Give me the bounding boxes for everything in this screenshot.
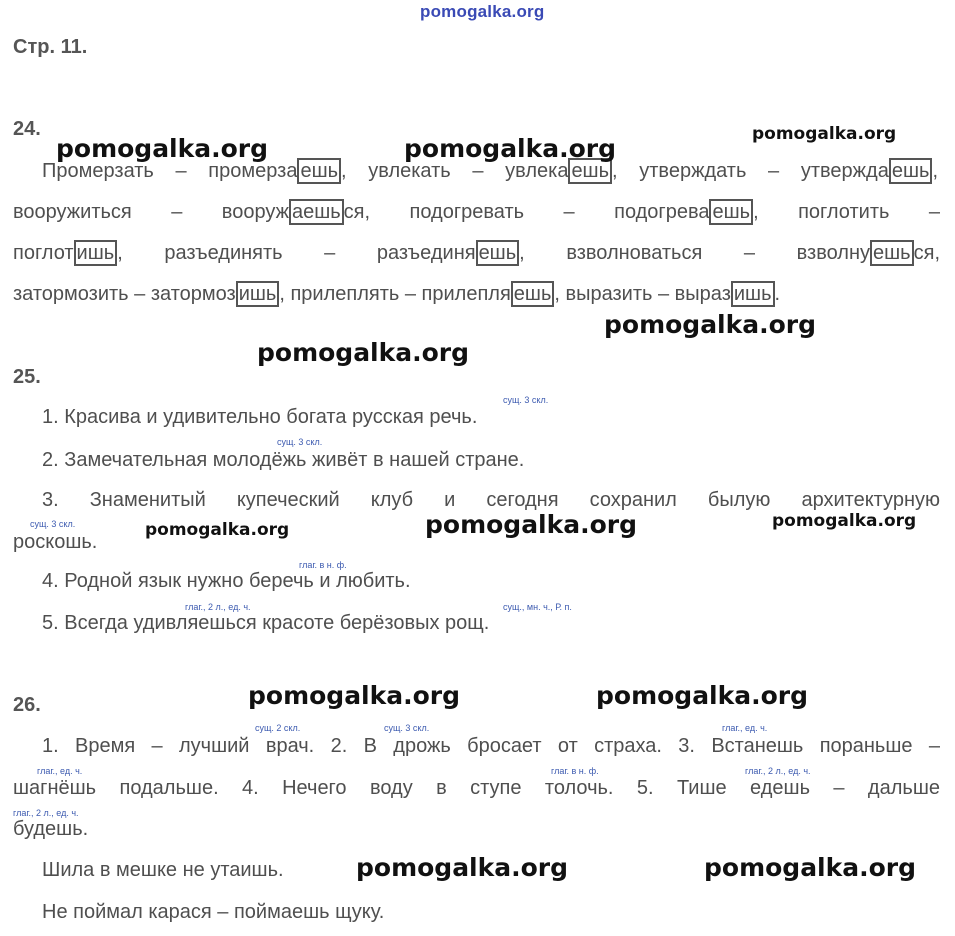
watermark: pomogalka.org (356, 853, 569, 882)
annotation: глаг., 2 л., ед. ч. (745, 766, 811, 776)
ending-box: ешь (511, 281, 555, 307)
watermark: pomogalka.org (752, 124, 897, 144)
task-number-25: 25. (13, 366, 41, 388)
site-header[interactable]: pomogalka.org (420, 2, 545, 21)
watermark: pomogalka.org (56, 134, 269, 163)
watermark: pomogalka.org (257, 338, 470, 367)
annotation: сущ. 2 скл. (255, 723, 301, 733)
watermark: pomogalka.org (772, 511, 917, 531)
proverb-2: Не поймал карася – поймаешь щуку. (42, 901, 385, 923)
annotation: глаг., ед. ч. (37, 766, 83, 776)
task-number-24: 24. (13, 118, 41, 140)
task25-sentence-5: 5. Всегда удивляешься красоте берёзовых рощ. (42, 612, 490, 634)
task25-sentence-3: 3. Знаменитый купеческий клуб и сегодня сохранил былую архитектурную (42, 489, 940, 511)
annotation: глаг., 2 л., ед. ч. (13, 808, 79, 818)
task24-line-3: поглот ишь , разъединять – разъединя ешь , взволноваться – взволну ешь ся, (13, 242, 940, 264)
task26-line-2: шагнёшь подальше. 4. Нечего воду в ступе толочь. 5. Тише едешь – дальше (13, 777, 940, 799)
page-number: Стр. 11. (13, 36, 88, 58)
task24-line-1: Промерзать – промерза ешь , увлекать – увлека ешь , утверждать – утвержда ешь , (42, 160, 938, 182)
annotation: глаг., 2 л., ед. ч. (185, 602, 251, 612)
task25-sentence-1: 1. Красива и удивительно богата русская речь. (42, 406, 478, 428)
task26-line-1: 1. Время – лучший врач. 2. В дрожь бросает от страха. 3. Встанешь пораньше – (42, 735, 940, 757)
ending-box: аешь (289, 199, 344, 225)
annotation: глаг. в н. ф. (551, 766, 599, 776)
annotation: сущ. 3 скл. (503, 395, 549, 405)
annotation: сущ. 3 скл. (30, 519, 76, 529)
task26-line-3: будешь. (13, 818, 89, 840)
ending-box: ешь (476, 240, 520, 266)
annotation: глаг. в н. ф. (299, 560, 347, 570)
watermark: pomogalka.org (596, 681, 809, 710)
annotation: сущ. 3 скл. (277, 437, 323, 447)
annotation: сущ., мн. ч., Р. п. (503, 602, 572, 612)
ending-box: ешь (889, 158, 933, 184)
watermark: pomogalka.org (404, 134, 617, 163)
task25-sentence-3-cont: роскошь. (13, 531, 98, 553)
watermark: pomogalka.org (145, 520, 290, 540)
ending-box: ешь (709, 199, 753, 225)
ending-box: ишь (731, 281, 775, 307)
annotation: глаг., ед. ч. (722, 723, 768, 733)
ending-box: ешь (297, 158, 341, 184)
task-number-26: 26. (13, 694, 41, 716)
watermark: pomogalka.org (425, 510, 638, 539)
task24-line-4: затормозить – затормоз ишь , прилеплять – прилепля ешь , выразить – выраз ишь . (13, 283, 781, 305)
ending-box: ишь (236, 281, 280, 307)
annotation: сущ. 3 скл. (384, 723, 430, 733)
ending-box: ешь (870, 240, 914, 266)
watermark: pomogalka.org (248, 681, 461, 710)
task24-line-2: вооружиться – вооруж аешь ся, подогревать – подогрева ешь , поглотить – (13, 201, 941, 223)
task25-sentence-4: 4. Родной язык нужно беречь и любить. (42, 570, 411, 592)
task25-sentence-2: 2. Замечательная молодёжь живёт в нашей стране. (42, 449, 525, 471)
proverb-1: Шила в мешке не утаишь. (42, 859, 284, 881)
ending-box: ишь (74, 240, 118, 266)
watermark: pomogalka.org (704, 853, 917, 882)
watermark: pomogalka.org (604, 310, 817, 339)
ending-box: ешь (568, 158, 612, 184)
